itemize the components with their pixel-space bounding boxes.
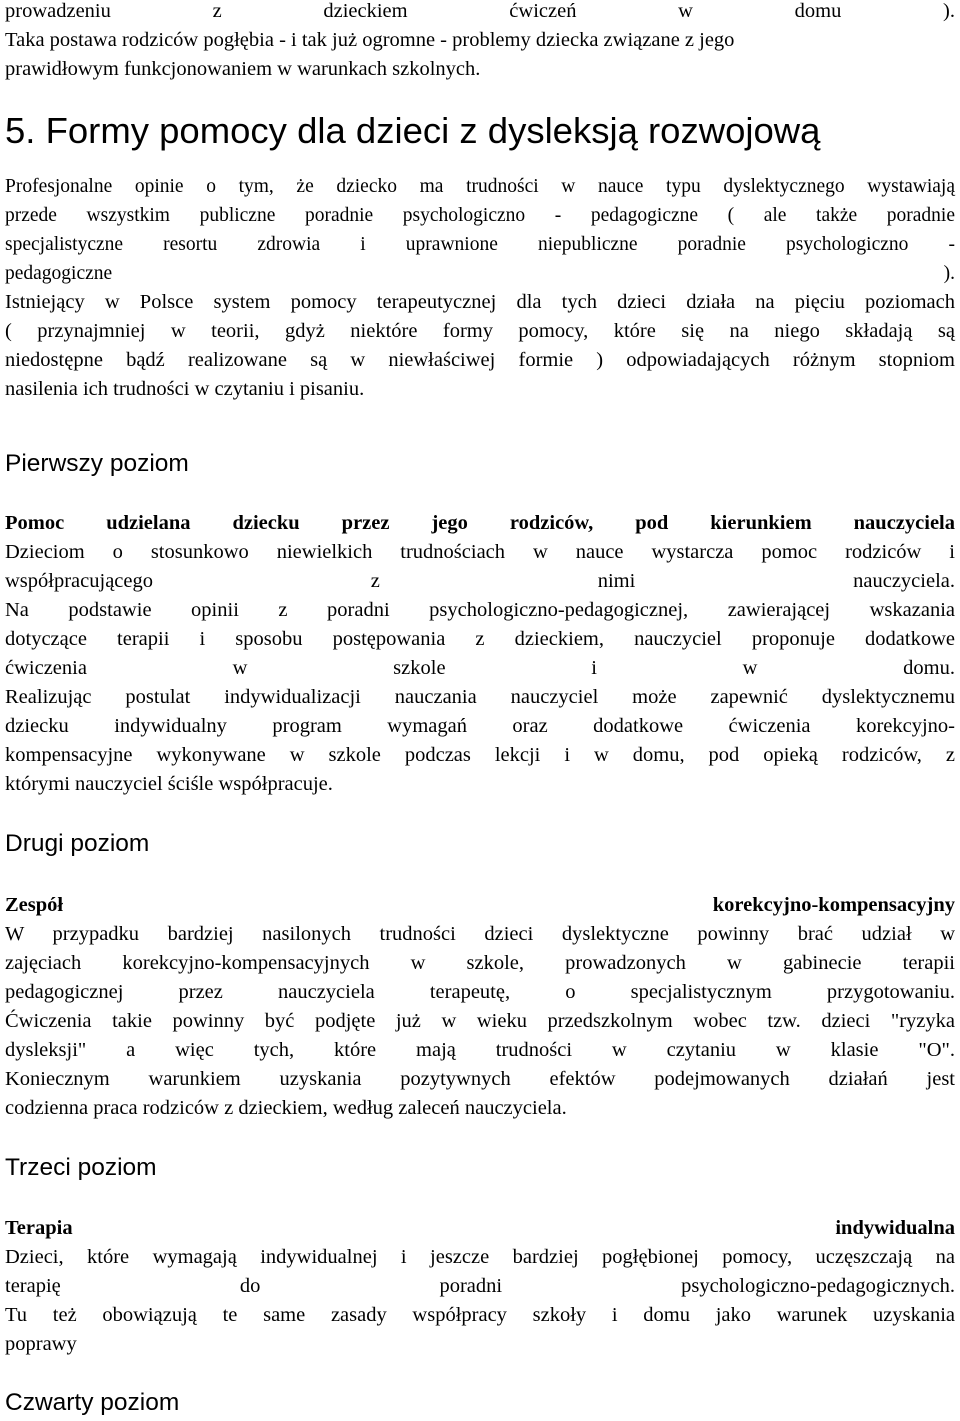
section-heading: 5. Formy pomocy dla dzieci z dysleksją rozwojową — [5, 110, 821, 151]
level-heading: Czwarty poziom — [5, 1389, 180, 1416]
paragraph-line: dysleksji" a więc tych, które mają trudności w czytaniu w klasie "O". — [5, 1039, 955, 1061]
paragraph-line: W przypadku bardziej nasilonych trudności dzieci dyslektyczne powinny brać udział w — [5, 923, 955, 945]
paragraph-line: Istniejący w Polsce system pomocy terapeutycznej dla tych dzieci działa na pięciu poziomach — [5, 291, 955, 313]
intro-line: prawidłowym funkcjonowaniem w warunkach szkolnych. — [5, 58, 481, 80]
paragraph-line: niedostępne bądź realizowane są w niewłaściwej formie ) odpowiadających różnym stopniom — [5, 349, 955, 371]
paragraph-line: ( przynajmniej w teorii, gdyż niektóre formy pomocy, które się na niego składają są — [5, 320, 955, 342]
paragraph-line: zajęciach korekcyjno-kompensacyjnych w szkole, prowadzonych w gabinecie terapii — [5, 952, 955, 974]
level-subheading: Terapia indywidualna — [5, 1217, 955, 1239]
paragraph-line: terapię do poradni psychologiczno-pedagogicznych. — [5, 1275, 955, 1297]
paragraph-line: specjalistyczne resortu zdrowia i uprawnione niepubliczne poradnie psychologiczno - — [5, 234, 955, 255]
level-heading: Pierwszy poziom — [5, 450, 189, 477]
paragraph-line: Dzieci, które wymagają indywidualnej i jeszcze bardziej pogłębionej pomocy, uczęszczają na — [5, 1246, 955, 1268]
intro-line: Taka postawa rodziców pogłębia - i tak już ogromne - problemy dziecka związane z jego — [5, 29, 735, 51]
level-subheading: Zespół korekcyjno-kompensacyjny — [5, 894, 955, 916]
paragraph-line: dziecku indywidualny program wymagań oraz dodatkowe ćwiczenia korekcyjno- — [5, 715, 955, 737]
paragraph-line: Dzieciom o stosunkowo niewielkich trudnościach w nauce wystarcza pomoc rodziców i — [5, 541, 955, 563]
paragraph-line: którymi nauczyciel ściśle współpracuje. — [5, 773, 333, 795]
paragraph-line: poprawy — [5, 1333, 77, 1355]
paragraph-line: Tu też obowiązują te same zasady współpracy szkoły i domu jako warunek uzyskania — [5, 1304, 955, 1326]
level-subheading: Pomoc udzielana dziecku przez jego rodziców, pod kierunkiem nauczyciela — [5, 512, 955, 534]
paragraph-line: Realizując postulat indywidualizacji nauczania nauczyciel może zapewnić dyslektycznemu — [5, 686, 955, 708]
paragraph-line: ćwiczenia w szkole i w domu. — [5, 657, 955, 679]
paragraph-line: Profesjonalne opinie o tym, że dziecko ma trudności w nauce typu dyslektycznego wystawiają — [5, 176, 955, 197]
intro-line: prowadzeniu z dzieckiem ćwiczeń w domu ). — [5, 0, 955, 22]
paragraph-line: pedagogiczne ). — [5, 263, 955, 284]
paragraph-line: dotyczące terapii i sposobu postępowania z dzieckiem, nauczyciel proponuje dodatkowe — [5, 628, 955, 650]
paragraph-line: nasilenia ich trudności w czytaniu i pisaniu. — [5, 378, 365, 400]
paragraph-line: współpracującego z nimi nauczyciela. — [5, 570, 955, 592]
paragraph-line: kompensacyjne wykonywane w szkole podczas lekcji i w domu, pod opieką rodziców, z — [5, 744, 955, 766]
paragraph-line: Koniecznym warunkiem uzyskania pozytywnych efektów podejmowanych działań jest — [5, 1068, 955, 1090]
paragraph-line: przede wszystkim publiczne poradnie psychologiczno - pedagogiczne ( ale także poradnie — [5, 205, 955, 226]
paragraph-line: pedagogicznej przez nauczyciela terapeutę, o specjalistycznym przygotowaniu. — [5, 981, 955, 1003]
paragraph-line: Ćwiczenia takie powinny być podjęte już w wieku przedszkolnym wobec tzw. dzieci "ryzyka — [5, 1010, 955, 1032]
paragraph-line: Na podstawie opinii z poradni psychologiczno-pedagogicznej, zawierającej wskazania — [5, 599, 955, 621]
level-heading: Drugi poziom — [5, 830, 150, 857]
paragraph-line: codzienna praca rodziców z dzieckiem, według zaleceń nauczyciela. — [5, 1097, 567, 1119]
level-heading: Trzeci poziom — [5, 1154, 157, 1181]
